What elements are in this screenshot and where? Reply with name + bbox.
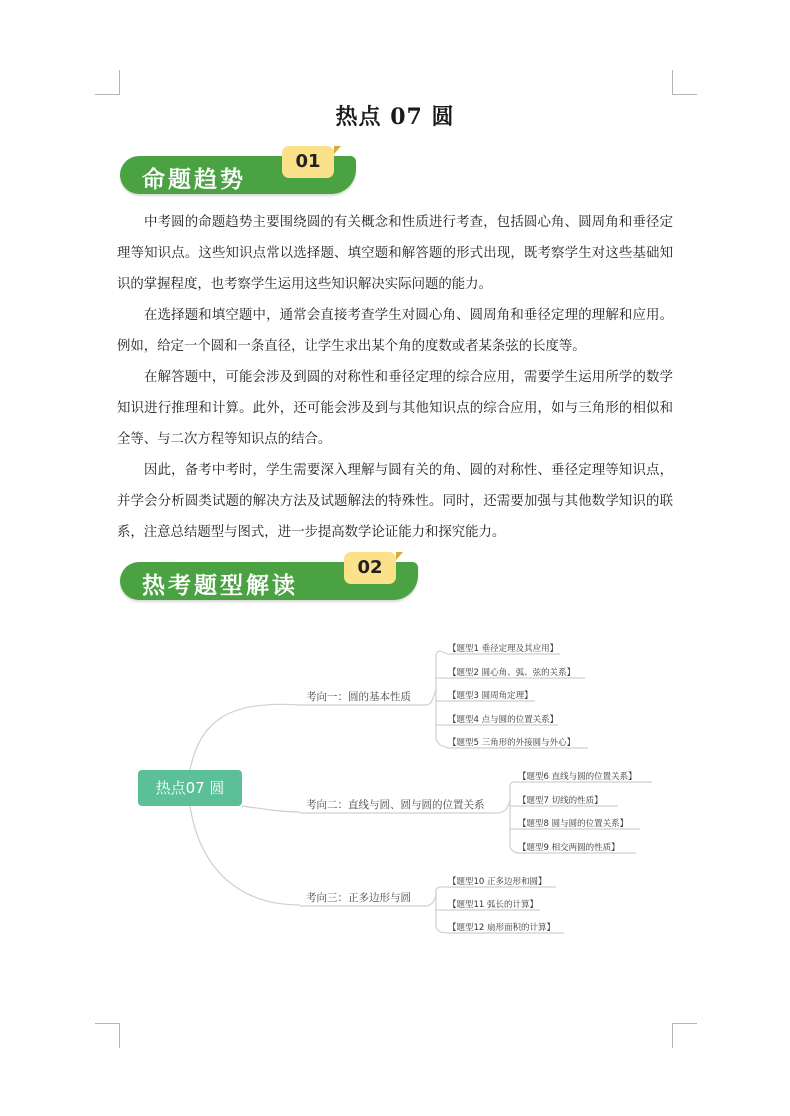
mindmap-leaf: 【题型9 相交两圆的性质】 <box>518 843 620 853</box>
mindmap-leaf: 【题型2 圆心角、弧、弦的关系】 <box>448 668 576 678</box>
mindmap-leaf: 【题型10 正多边形和圆】 <box>448 877 547 887</box>
mindmap-leaf: 【题型6 直线与圆的位置关系】 <box>518 772 637 782</box>
mindmap-root: 热点07 圆 <box>138 770 242 806</box>
mindmap-leaf: 【题型12 扇形面积的计算】 <box>448 923 556 933</box>
paragraph: 在选择题和填空题中，通常会直接考查学生对圆心角、圆周角和垂径定理的理解和应用。例如，给定一个圆和一条直径，让学生求出某个角的度数或者某条弦的长度等。 <box>117 308 673 354</box>
page-title: 热点 07 圆 <box>335 104 455 130</box>
mindmap-branch: 考向二：直线与圆、圆与圆的位置关系 <box>306 799 485 811</box>
mindmap-leaf: 【题型1 垂径定理及其应用】 <box>448 644 559 654</box>
section-number-badge: 01 <box>282 146 334 178</box>
mindmap-leaf: 【题型7 切线的性质】 <box>518 796 603 806</box>
trend-body <box>117 207 673 548</box>
section-heading: 热考题型解读 <box>142 572 298 599</box>
section-heading: 命题趋势 <box>142 166 246 193</box>
crop-mark-top-right <box>672 70 697 95</box>
mindmap-leaf: 【题型11 弧长的计算】 <box>448 900 539 910</box>
crop-mark-bottom-left <box>95 1023 120 1048</box>
section-number-badge: 02 <box>344 552 396 584</box>
paragraph: 中考圆的命题趋势主要围绕圆的有关概念和性质进行考查，包括圆心角、圆周角和垂径定理等知识点。这些知识点常以选择题、填空题和解答题的形式出现，既考察学生对这些基础知识的掌握程度，也考察学生运用这些知识解决实际问题的能力。 <box>117 215 673 292</box>
paragraph: 因此，备考中考时，学生需要深入理解与圆有关的角、圆的对称性、垂径定理等知识点，并学会分析圆类试题的解决方法及试题解法的特殊性。同时，还需要加强与其他数学知识的联系，注意总结题型与图式，进一步提高数学论证能力和探究能力。 <box>117 463 673 540</box>
mindmap-leaf: 【题型8 圆与圆的位置关系】 <box>518 819 629 829</box>
mindmap-leaf: 【题型5 三角形的外接圆与外心】 <box>448 738 576 748</box>
crop-mark-bottom-right <box>672 1023 697 1048</box>
mindmap-leaf: 【题型4 点与圆的位置关系】 <box>448 715 559 725</box>
mindmap-leaf: 【题型3 圆周角定理】 <box>448 691 533 701</box>
paragraph: 在解答题中，可能会涉及到圆的对称性和垂径定理的综合应用，需要学生运用所学的数学知识进行推理和计算。此外，还可能会涉及到与其他知识点的综合应用，如与三角形的相似和全等、与二次方程等知识点的结合。 <box>117 370 673 447</box>
mindmap-branch: 考向三：正多边形与圆 <box>306 892 411 904</box>
crop-mark-top-left <box>95 70 120 95</box>
mindmap-branch: 考向一：圆的基本性质 <box>306 691 411 703</box>
